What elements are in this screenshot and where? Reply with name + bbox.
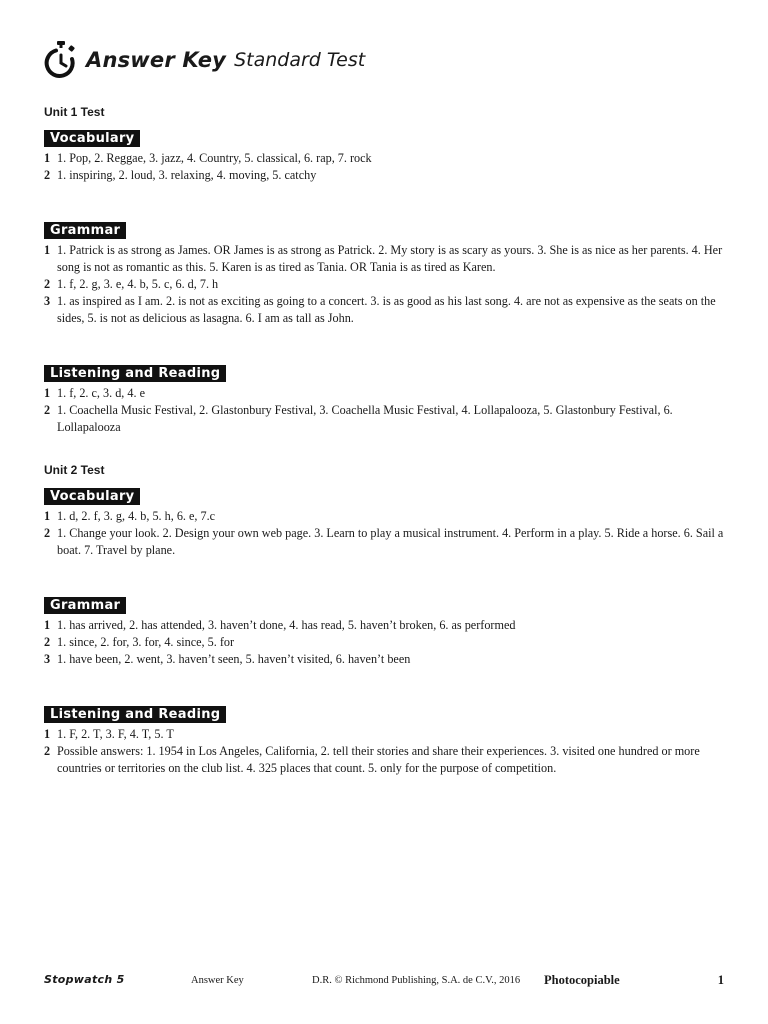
item-number: 1 <box>44 243 51 257</box>
footer-answer-key: Answer Key <box>191 975 244 986</box>
item-number: 3 <box>44 652 51 666</box>
answer-item <box>44 508 734 525</box>
section-label: Listening and Reading <box>44 706 226 723</box>
unit-title: Unit 1 Test <box>44 105 105 119</box>
footer-copyright: D.R. © Richmond Publishing, S.A. de C.V., 2016 <box>312 975 521 986</box>
answer-item <box>44 634 734 651</box>
answer-item <box>44 276 734 293</box>
item-text: 1. Patrick is as strong as James. OR James is as strong as Patrick. 2. My story is as scary as yours. 3. She is as nice as her parents. 4. Her song is not as romantic as this. 5. Karen is as tired as Tania. OR Tania is as tired as Karen. <box>57 243 723 274</box>
footer-photocopiable: Photocopiable <box>544 973 620 987</box>
answer-item <box>44 293 734 327</box>
answer-item <box>44 617 734 634</box>
item-number: 1 <box>44 151 51 165</box>
section-grammar <box>44 221 734 327</box>
answer-item <box>44 150 734 167</box>
answer-item <box>44 167 734 184</box>
item-text: 1. Coachella Music Festival, 2. Glastonbury Festival, 3. Coachella Music Festival, 4. Lollapalooza, 5. Glastonbury Festival, 6. Lollapalooza <box>57 403 673 434</box>
item-text: 1. as inspired as I am. 2. is not as exciting as going to a concert. 3. is as good as his last song. 4. are not as expensive as the seats on the sides, 5. is not as delicious as lasagna. 6. I am as tall as John. <box>57 294 716 325</box>
section-listening-reading <box>44 705 734 777</box>
item-number: 2 <box>44 168 51 182</box>
answer-item <box>44 726 734 743</box>
section-vocabulary <box>44 129 734 184</box>
unit-2 <box>44 462 734 777</box>
item-number: 2 <box>44 744 51 758</box>
item-text: 1. Pop, 2. Reggae, 3. jazz, 4. Country, 5. classical, 6. rap, 7. rock <box>57 151 372 165</box>
item-number: 2 <box>44 635 51 649</box>
item-number: 1 <box>44 618 51 632</box>
item-number: 2 <box>44 403 51 417</box>
item-text: 1. F, 2. T, 3. F, 4. T, 5. T <box>57 727 174 741</box>
item-number: 1 <box>44 509 51 523</box>
item-text: 1. d, 2. f, 3. g, 4. b, 5. h, 6. e, 7.c <box>57 509 216 523</box>
answer-item <box>44 385 734 402</box>
item-text: 1. have been, 2. went, 3. haven’t seen, 5. haven’t visited, 6. haven’t been <box>57 652 411 666</box>
answer-item <box>44 402 734 436</box>
item-text: 1. f, 2. c, 3. d, 4. e <box>57 386 146 400</box>
item-text: Possible answers: 1. 1954 in Los Angeles, California, 2. tell their stories and share their experiences. 3. visited one hundred or more countries or territories on the club list. 4. 325 places that count. 5. only for the purpose of competition. <box>57 744 700 775</box>
answer-item <box>44 242 734 276</box>
section-label: Grammar <box>44 222 126 239</box>
title-answer-key: Answer Key <box>86 48 227 72</box>
item-number: 2 <box>44 526 51 540</box>
item-number: 1 <box>44 386 51 400</box>
item-text: 1. Change your look. 2. Design your own web page. 3. Learn to play a musical instrument. 4. Perform in a play. 5. Ride a horse. 6. Sail a boat. 7. Travel by plane. <box>57 526 724 557</box>
section-listening-reading <box>44 364 734 436</box>
page-header <box>44 38 365 82</box>
item-number: 3 <box>44 294 51 308</box>
answer-item <box>44 743 734 777</box>
page-number: 1 <box>717 973 724 987</box>
page-footer <box>44 972 724 990</box>
item-text: 1. inspiring, 2. loud, 3. relaxing, 4. moving, 5. catchy <box>57 168 317 182</box>
section-label: Grammar <box>44 597 126 614</box>
stopwatch-icon <box>44 40 78 80</box>
item-text: 1. since, 2. for, 3. for, 4. since, 5. for <box>57 635 235 649</box>
item-number: 1 <box>44 727 51 741</box>
title-standard-test: Standard Test <box>234 49 366 71</box>
section-label: Vocabulary <box>44 130 140 147</box>
item-text: 1. has arrived, 2. has attended, 3. haven’t done, 4. has read, 5. haven’t broken, 6. as performed <box>57 618 516 632</box>
section-vocabulary <box>44 487 734 559</box>
unit-title: Unit 2 Test <box>44 463 105 477</box>
unit-1 <box>44 104 734 436</box>
item-text: 1. f, 2. g, 3. e, 4. b, 5. c, 6. d, 7. h <box>57 277 219 291</box>
section-label: Vocabulary <box>44 488 140 505</box>
answer-item <box>44 525 734 559</box>
section-grammar <box>44 596 734 668</box>
section-label: Listening and Reading <box>44 365 226 382</box>
item-number: 2 <box>44 277 51 291</box>
answer-item <box>44 651 734 668</box>
stopwatch-logo: Stopwatch 5 <box>44 973 125 986</box>
answer-content <box>44 104 734 777</box>
